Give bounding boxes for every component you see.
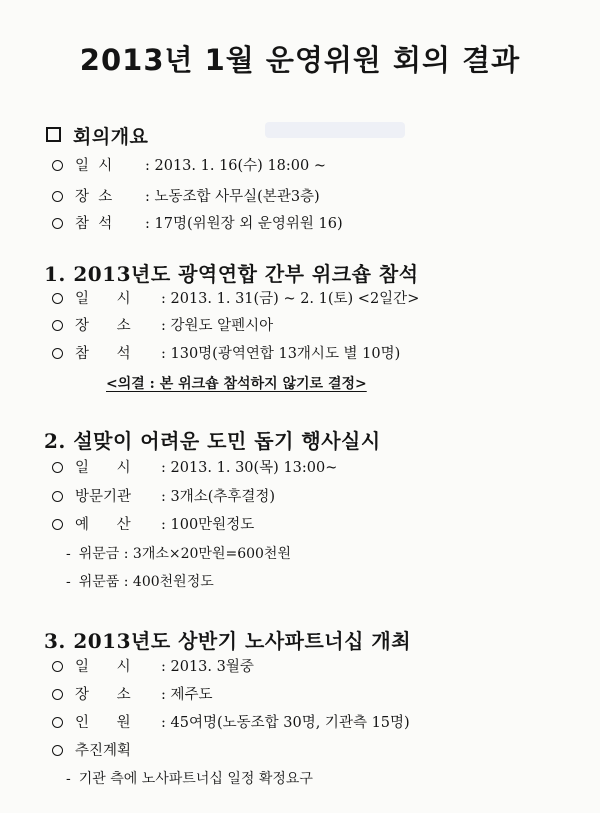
item-label: 장 소 xyxy=(75,318,131,334)
circle-bullet-icon xyxy=(52,462,63,473)
item-label: 일 시 xyxy=(75,291,131,307)
circle-bullet-icon xyxy=(52,717,63,728)
overview-item-attendance xyxy=(52,213,343,235)
item-label: 방문기관 xyxy=(75,489,132,505)
section-2-sub-donation xyxy=(66,543,291,565)
section-3-item-plan xyxy=(52,740,131,762)
item-label: 예 산 xyxy=(75,517,131,533)
separator: : xyxy=(145,216,150,232)
item-value: 2013. 1. 30(목) 13:00~ xyxy=(170,460,338,476)
section-3-item-place xyxy=(52,684,213,706)
item-value: 강원도 알펜시아 xyxy=(170,318,274,334)
circle-bullet-icon xyxy=(52,293,63,304)
circle-bullet-icon xyxy=(52,218,63,229)
item-value: 노동조합 사무실(본관3층) xyxy=(154,189,320,205)
item-label: 인 원 xyxy=(75,715,131,731)
section-2-sub-goods xyxy=(66,571,214,593)
separator: : xyxy=(161,318,166,334)
item-label: 일 시 xyxy=(75,158,113,174)
separator: : xyxy=(161,715,166,731)
circle-bullet-icon xyxy=(52,191,63,202)
item-label: 장 소 xyxy=(75,687,131,703)
item-value: 2013. 3월중 xyxy=(170,659,254,675)
circle-bullet-icon xyxy=(52,348,63,359)
separator: : xyxy=(161,460,166,476)
section-1-decision: <의결 : 본 위크숍 참석하지 않기로 결정> xyxy=(106,376,367,392)
section-3-item-time xyxy=(52,656,254,678)
section-overview-title: 회의개요 xyxy=(73,126,149,148)
sub-item-text: 위문품 : 400천원정도 xyxy=(78,574,214,590)
circle-bullet-icon xyxy=(52,745,63,756)
dash-bullet: - xyxy=(66,546,71,562)
dash-bullet: - xyxy=(66,574,71,590)
item-label: 참 석 xyxy=(75,346,131,362)
section-3-item-people xyxy=(52,712,410,734)
circle-bullet-icon xyxy=(52,661,63,672)
separator: : xyxy=(161,291,166,307)
section-overview-heading xyxy=(46,122,148,149)
separator: : xyxy=(161,489,166,505)
section-1-item-time xyxy=(52,288,419,310)
item-value: 130명(광역연합 13개시도 별 10명) xyxy=(170,346,401,362)
section-3-heading: 3. 2013년도 상반기 노사파트너십 개최 xyxy=(44,629,412,653)
faint-background-mark xyxy=(265,122,405,138)
separator: : xyxy=(161,517,166,533)
item-value: 45여명(노동조합 30명, 기관측 15명) xyxy=(170,715,410,731)
section-1-item-attendance xyxy=(52,343,400,365)
section-2-heading: 2. 설맞이 어려운 도민 돕기 행사실시 xyxy=(44,429,381,453)
overview-item-time xyxy=(52,155,326,177)
circle-bullet-icon xyxy=(52,519,63,530)
sub-item-text: 기관 측에 노사파트너십 일정 확정요구 xyxy=(78,771,313,787)
item-label: 일 시 xyxy=(75,460,131,476)
square-bullet-icon xyxy=(46,127,61,142)
section-1-item-place xyxy=(52,315,273,337)
section-2-item-budget xyxy=(52,514,254,536)
section-3-sub-request xyxy=(66,768,313,790)
separator: : xyxy=(145,158,150,174)
separator: : xyxy=(145,189,150,205)
document-title: 2013년 1월 운영위원 회의 결과 xyxy=(79,43,521,77)
separator: : xyxy=(161,687,166,703)
item-label: 장 소 xyxy=(75,189,113,205)
circle-bullet-icon xyxy=(52,320,63,331)
separator: : xyxy=(161,659,166,675)
item-label: 일 시 xyxy=(75,659,131,675)
item-label: 참 석 xyxy=(75,216,113,232)
circle-bullet-icon xyxy=(52,160,63,171)
separator: : xyxy=(161,346,166,362)
item-value: 3개소(추후결정) xyxy=(170,489,276,505)
dash-bullet: - xyxy=(66,771,71,787)
circle-bullet-icon xyxy=(52,491,63,502)
overview-item-place xyxy=(52,186,320,208)
section-1-heading: 1. 2013년도 광역연합 간부 위크숍 참석 xyxy=(44,262,419,286)
item-value: 100만원정도 xyxy=(170,517,255,533)
item-value: 2013. 1. 16(수) 18:00 ~ xyxy=(154,158,326,174)
item-value: 2013. 1. 31(금) ~ 2. 1(토) <2일간> xyxy=(170,291,420,307)
circle-bullet-icon xyxy=(52,689,63,700)
section-2-item-time xyxy=(52,457,337,479)
item-value: 제주도 xyxy=(170,687,213,703)
item-label: 추진계획 xyxy=(75,743,132,759)
sub-item-text: 위문금 : 3개소×20만원=600천원 xyxy=(78,546,291,562)
section-2-item-visit xyxy=(52,486,275,508)
item-value: 17명(위원장 외 운영위원 16) xyxy=(154,216,343,232)
